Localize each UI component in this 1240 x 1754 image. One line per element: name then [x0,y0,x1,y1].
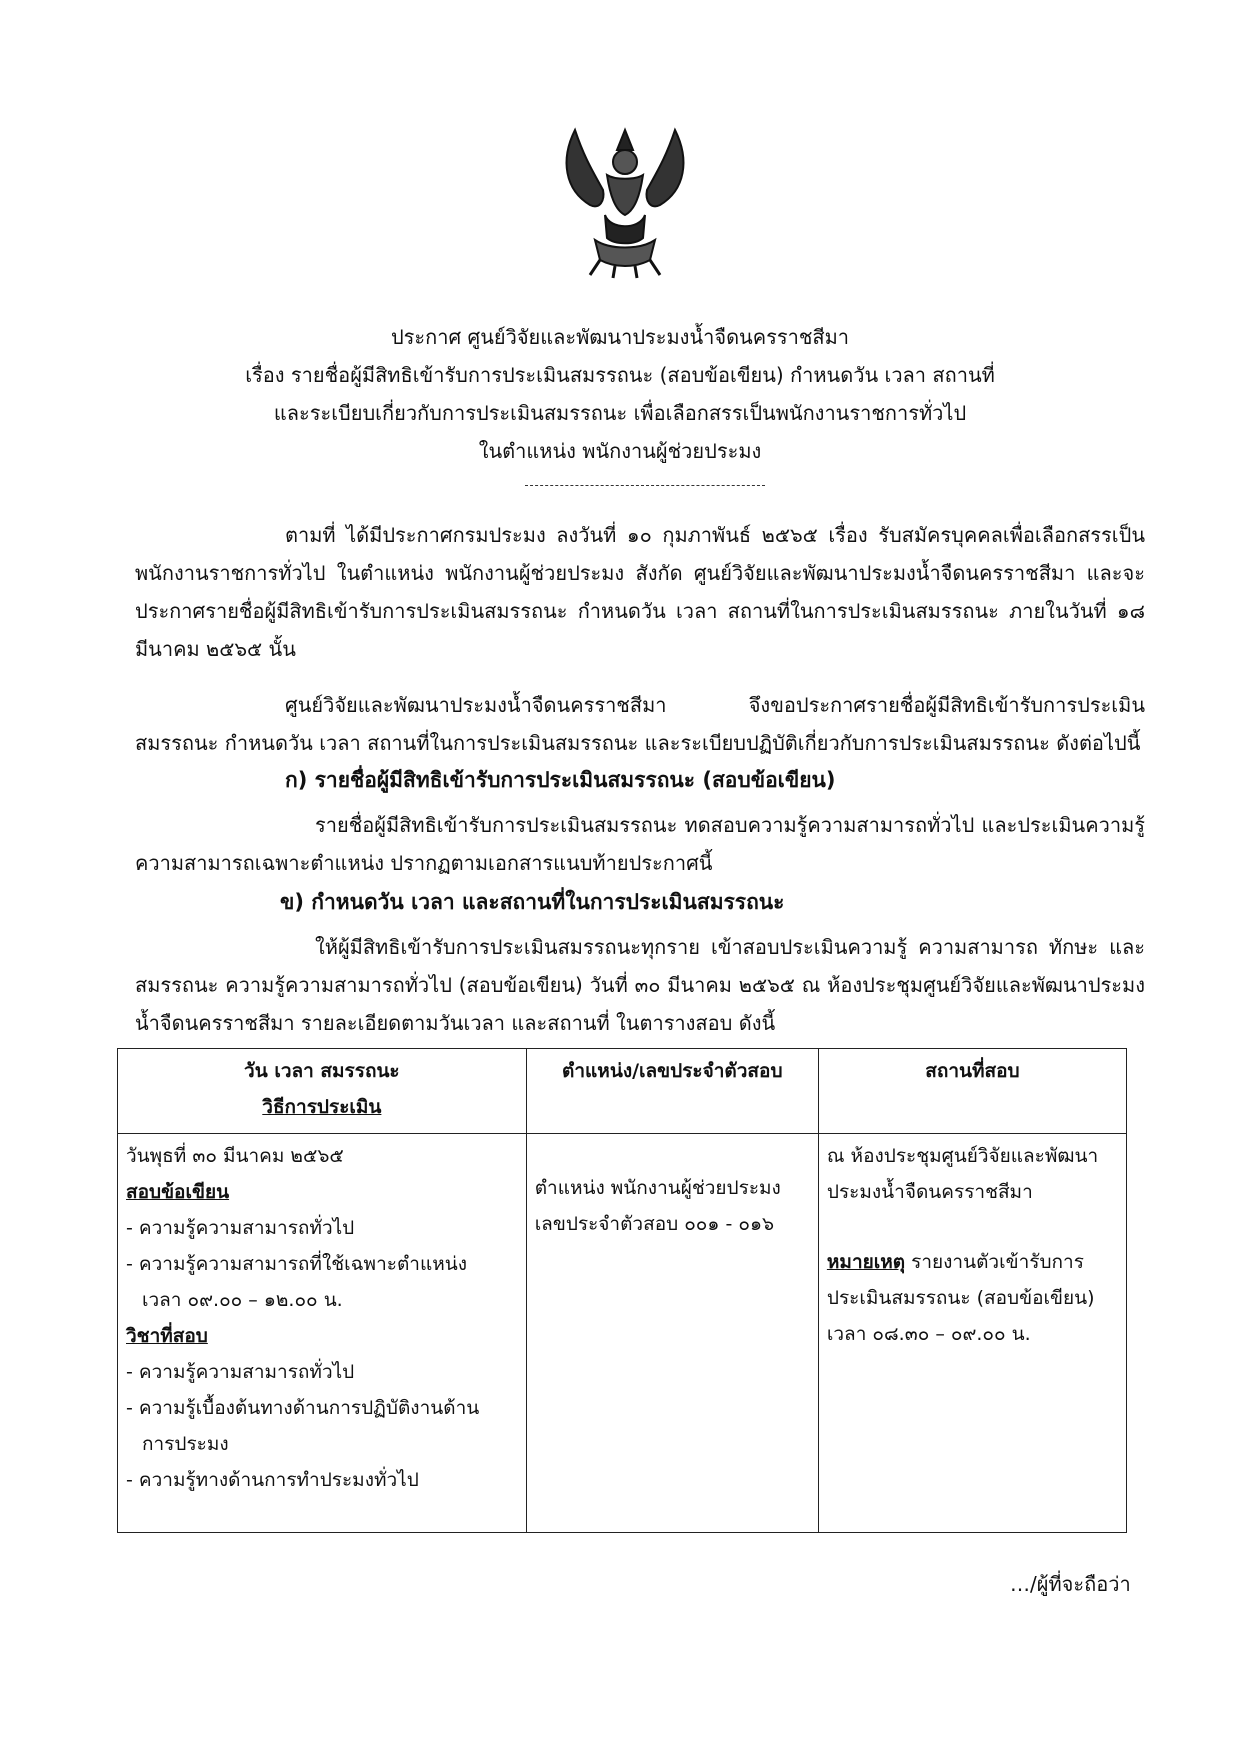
table-header-row [118,1049,1127,1134]
exam-date: วันพุธที่ ๓๐ มีนาคม ๒๕๖๕ [126,1145,344,1167]
note-label: หมายเหตุ [826,1251,906,1273]
header-position: ในตำแหน่ง พนักงานผู้ช่วยประมง [478,439,762,463]
subjects-heading: วิชาที่สอบ [126,1325,208,1347]
header-date-time: วัน เวลา สมรรถนะ วิธีการประเมิน [118,1049,527,1134]
subject-item-cont: การประมง [142,1433,229,1455]
subject-item: - ความรู้ทางด้านการทำประมงทั่วไป [126,1469,419,1491]
section-b-body: ให้ผู้มีสิทธิเข้ารับการประเมินสมรรถนะทุกราย เข้าสอบประเมินความรู้ ความสามารถ ทักษะ และสมรรถนะ ความรู้ความสามารถทั่วไป (สอบข้อเขียน) วันที่ ๓๐ มีนาคม ๒๕๖๕ ณ ห้องประชุมศูนย์วิจัยและพัฒนาประมงน้ำจืดนครราชสีมา รายละเอียดตามวันเวลา และสถานที่ ในตารางสอบ ดังนี้ [135,935,1145,1035]
section-b-heading: ข) กำหนดวัน เวลา และสถานที่ในการประเมินสมรรถนะ [280,890,785,914]
subject-item: - ความรู้ความสามารถทั่วไป [126,1361,355,1383]
header-divider [525,485,765,486]
header-position-id: ตำแหน่ง/เลขประจำตัวสอบ [526,1049,818,1134]
cell-position [526,1134,818,1533]
header-subject: เรื่อง รายชื่อผู้มีสิทธิเข้ารับการประเมินสมรรถนะ (สอบข้อเขียน) กำหนดวัน เวลา สถานที่ [245,363,995,387]
table-row [118,1134,1127,1533]
exam-id-range: เลขประจำตัวสอบ ๐๐๑ - ๐๑๖ [534,1213,775,1235]
intro-paragraph: ตามที่ ได้มีประกาศกรมประมง ลงวันที่ ๑๐ กุมภาพันธ์ ๒๕๖๕ เรื่อง รับสมัครบุคคลเพื่อเลือกสรรเป็นพนักงานราชการทั่วไป ในตำแหน่ง พนักงานผู้ช่วยประมง สังกัด ศูนย์วิจัยและพัฒนาประมงน้ำจืดนครราชสีมา และจะประกาศรายชื่อผู้มีสิทธิเข้ารับการประเมินสมรรถนะ กำหนดวัน เวลา สถานที่ในการประเมินสมรรถนะ ภายในวันที่ ๑๘ มีนาคม ๒๕๖๕ นั้น [135,523,1145,661]
exam-schedule-table [117,1048,1127,1533]
header-issuer: ประกาศ ศูนย์วิจัยและพัฒนาประมงน้ำจืดนครราชสีมา [390,325,850,349]
venue-line: ณ ห้องประชุมศูนย์วิจัยและพัฒนา [826,1145,1099,1167]
exam-time: เวลา ๐๙.๐๐ – ๑๒.๐๐ น. [142,1289,343,1311]
section-a-heading: ก) รายชื่อผู้มีสิทธิเข้ารับการประเมินสมรรถนะ (สอบข้อเขียน) [285,768,836,792]
garuda-emblem-icon [555,120,695,280]
note-time: เวลา ๐๘.๓๐ – ๐๙.๐๐ น. [826,1323,1031,1345]
cell-venue [818,1134,1126,1533]
header-subject-cont: และระเบียบเกี่ยวกับการประเมินสมรรถนะ เพื่อเลือกสรรเป็นพนักงานราชการทั่วไป [273,401,967,425]
written-item: - ความรู้ความสามารถที่ใช้เฉพาะตำแหน่ง [126,1253,467,1275]
announcement-paragraph: ศูนย์วิจัยและพัฒนาประมงน้ำจืดนครราชสีมา จึงขอประกาศรายชื่อผู้มีสิทธิเข้ารับการประเมินสมรรถนะ กำหนดวัน เวลา สถานที่ในการประเมินสมรรถนะ และระเบียบปฏิบัติเกี่ยวกับการประเมินสมรรถนะ ดังต่อไปนี้ [135,693,1145,755]
header-venue: สถานที่สอบ [818,1049,1126,1134]
subject-item: - ความรู้เบื้องต้นทางด้านการปฏิบัติงานด้าน [126,1397,480,1419]
written-item: - ความรู้ความสามารถทั่วไป [126,1217,355,1239]
page-continuation: …/ผู้ที่จะถือว่า [1010,1572,1131,1596]
position-name: ตำแหน่ง พนักงานผู้ช่วยประมง [534,1177,781,1199]
section-a-body: รายชื่อผู้มีสิทธิเข้ารับการประเมินสมรรถนะ ทดสอบความรู้ความสามารถทั่วไป และประเมินความรู้ความสามารถเฉพาะตำแหน่ง ปรากฏตามเอกสารแนบท้ายประกาศนี้ [135,813,1145,875]
announcement-header [180,318,1060,470]
venue-line: ประมงน้ำจืดนครราชสีมา [826,1181,1033,1203]
note-line: ประเมินสมรรถนะ (สอบข้อเขียน) [826,1287,1095,1309]
note: หมายเหตุ รายงานตัวเข้ารับการ [826,1251,1084,1273]
cell-schedule [118,1134,527,1533]
written-exam-heading: สอบข้อเขียน [126,1181,230,1203]
